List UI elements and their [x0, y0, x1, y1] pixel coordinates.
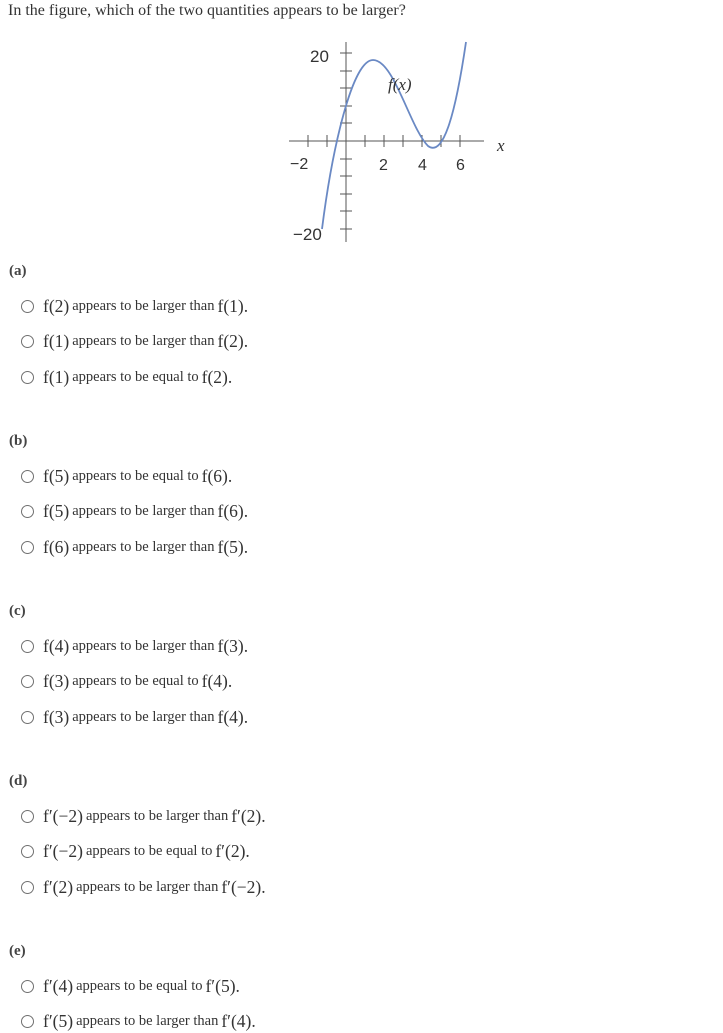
option-rhs: f(6). [217, 500, 249, 521]
option-rhs: f(1). [217, 295, 249, 316]
part-a-option-3[interactable] [21, 365, 232, 389]
radio-button[interactable] [21, 470, 34, 483]
option-lhs: f(5) [43, 465, 70, 486]
part-e-label: (e) [9, 943, 26, 959]
part-c-option-3[interactable] [21, 705, 248, 729]
radio-button[interactable] [21, 980, 34, 993]
option-text: appears to be larger than [85, 807, 229, 824]
question-text: In the figure, which of the two quantities appears to be larger? [8, 2, 406, 19]
option-rhs: f′(−2). [221, 876, 266, 897]
option-rhs: f(2). [201, 366, 233, 387]
option-rhs: f′(4). [221, 1010, 256, 1031]
y-tick-label-neg20: −20 [293, 225, 322, 244]
option-text: appears to be equal to [72, 672, 199, 689]
option-lhs: f(3) [43, 706, 70, 727]
x-tick-label-2: 2 [379, 157, 388, 174]
option-lhs: f(2) [43, 295, 70, 316]
part-b-option-3[interactable] [21, 535, 248, 559]
option-lhs: f(1) [43, 366, 70, 387]
function-label: f(x) [388, 75, 412, 94]
function-graph [270, 30, 530, 250]
option-lhs: f(3) [43, 670, 70, 691]
option-text: appears to be larger than [72, 332, 215, 349]
part-b-label: (b) [9, 433, 28, 449]
radio-button[interactable] [21, 300, 34, 313]
y-tick-label-20: 20 [310, 47, 329, 66]
part-a-option-2[interactable] [21, 329, 248, 353]
option-text: appears to be equal to [85, 842, 213, 859]
option-rhs: f′(2). [215, 840, 250, 861]
option-lhs: f(4) [43, 635, 70, 656]
option-lhs: f′(2) [43, 876, 74, 897]
radio-button[interactable] [21, 505, 34, 518]
option-rhs: f(4). [217, 706, 249, 727]
option-text: appears to be larger than [72, 502, 215, 519]
radio-button[interactable] [21, 1015, 34, 1028]
option-text: appears to be larger than [76, 878, 219, 895]
radio-button[interactable] [21, 335, 34, 348]
option-text: appears to be larger than [72, 297, 215, 314]
option-rhs: f′(5). [205, 975, 240, 996]
radio-button[interactable] [21, 845, 34, 858]
option-rhs: f(6). [201, 465, 233, 486]
option-text: appears to be equal to [72, 467, 199, 484]
part-c-option-1[interactable] [21, 634, 248, 658]
option-lhs: f′(−2) [43, 840, 83, 861]
part-d-option-3[interactable] [21, 875, 266, 899]
option-text: appears to be larger than [72, 708, 215, 725]
option-rhs: f(4). [201, 670, 233, 691]
option-text: appears to be equal to [76, 977, 203, 994]
radio-button[interactable] [21, 371, 34, 384]
x-tick-label-6: 6 [456, 157, 465, 174]
x-tick-label-neg2: −2 [290, 156, 309, 173]
option-text: appears to be larger than [76, 1012, 219, 1029]
option-rhs: f(3). [217, 635, 249, 656]
part-e-option-2[interactable] [21, 1009, 256, 1033]
part-a-option-1[interactable] [21, 294, 248, 318]
part-e-option-1[interactable] [21, 974, 240, 998]
radio-button[interactable] [21, 711, 34, 724]
radio-button[interactable] [21, 675, 34, 688]
option-text: appears to be larger than [72, 637, 215, 654]
option-lhs: f(1) [43, 330, 70, 351]
option-rhs: f(5). [217, 536, 249, 557]
part-c-label: (c) [9, 603, 26, 619]
option-lhs: f(5) [43, 500, 70, 521]
radio-button[interactable] [21, 640, 34, 653]
part-b-option-1[interactable] [21, 464, 232, 488]
x-axis-label: x [497, 136, 505, 155]
part-d-option-2[interactable] [21, 839, 250, 863]
part-c-option-2[interactable] [21, 669, 232, 693]
radio-button[interactable] [21, 881, 34, 894]
option-lhs: f′(5) [43, 1010, 74, 1031]
x-tick-label-4: 4 [418, 157, 427, 174]
part-d-option-1[interactable] [21, 804, 266, 828]
part-d-label: (d) [9, 773, 28, 789]
function-curve [322, 42, 466, 229]
option-lhs: f′(−2) [43, 805, 83, 826]
option-rhs: f(2). [217, 330, 249, 351]
option-text: appears to be equal to [72, 368, 199, 385]
option-rhs: f′(2). [231, 805, 266, 826]
radio-button[interactable] [21, 810, 34, 823]
option-text: appears to be larger than [72, 538, 215, 555]
part-a-label: (a) [9, 263, 27, 279]
radio-button[interactable] [21, 541, 34, 554]
part-b-option-2[interactable] [21, 499, 248, 523]
option-lhs: f(6) [43, 536, 70, 557]
option-lhs: f′(4) [43, 975, 74, 996]
